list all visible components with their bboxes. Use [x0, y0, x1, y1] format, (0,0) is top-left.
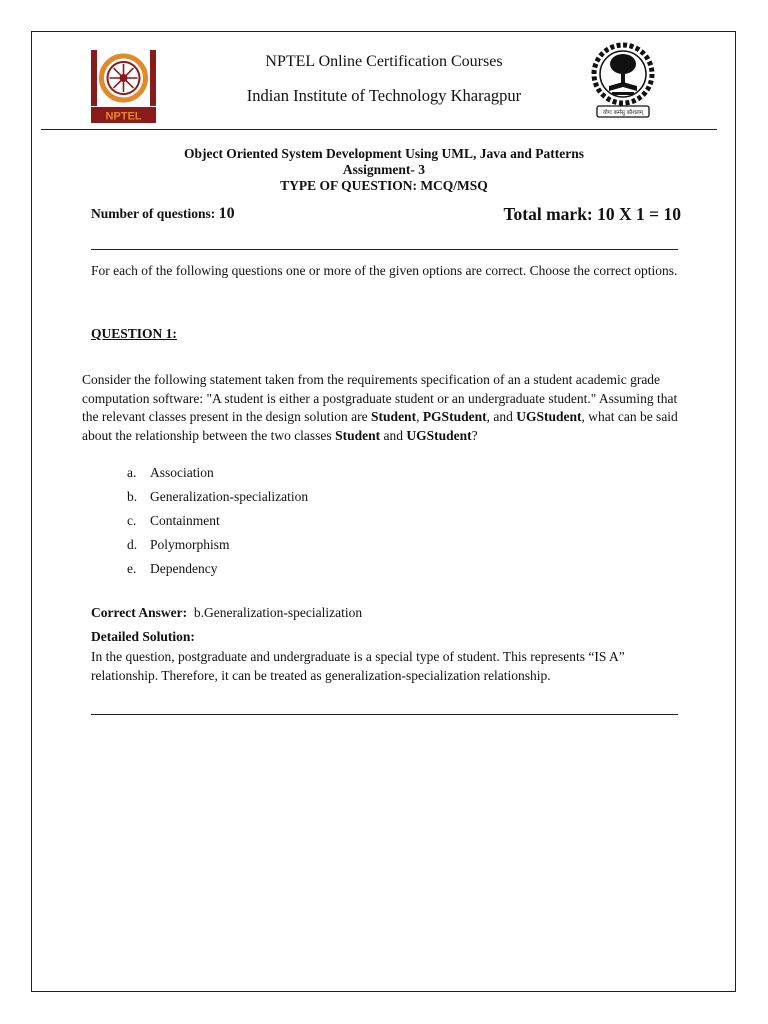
question-type: TYPE OF QUESTION: MCQ/MSQ	[280, 178, 488, 193]
course-title: Object Oriented System Development Using UML, Java and Patterns	[183, 146, 585, 161]
option-text: Generalization-specialization	[150, 489, 309, 504]
instructions: For each of the following questions one or more of the given options are correct. Choose the correct options.	[91, 263, 678, 278]
option-letter: d.	[127, 537, 138, 552]
option-item	[127, 512, 308, 536]
total-mark: Total mark: 10 X 1 = 10	[503, 204, 681, 224]
class-name: PGStudent	[422, 409, 487, 424]
number-of-questions-value: 10	[218, 205, 235, 222]
header-title: NPTEL Online Certification Courses	[265, 53, 503, 70]
option-item	[127, 464, 308, 488]
option-item	[127, 560, 308, 584]
question-text: Consider the following statement taken from the requirements specification of an a student academic grade computation software: "A student is either a postgraduate student or an undergraduate student." Assuming that the relevant classes present in the design solution are Student, PGStudent, and UGStudent, what can be said about the relationship between the two classes Student and UGStudent?	[82, 372, 678, 443]
solution-text: In the question, postgraduate and undergraduate is a special type of student. This represents “IS A” relationship. Therefore, it can be treated as generalization-specialization relationship.	[91, 649, 625, 683]
option-letter: a.	[127, 465, 137, 480]
class-name: Student	[335, 427, 381, 443]
option-letter: e.	[127, 561, 137, 576]
class-name: UGStudent	[406, 427, 472, 443]
option-text: Containment	[150, 513, 220, 528]
nptel-logo-text: NPTEL	[105, 110, 142, 123]
iit-motto-text: योगः कर्मसु कौशलम्	[603, 110, 643, 116]
correct-answer-value: b.Generalization-specialization	[193, 605, 363, 620]
option-item	[127, 536, 308, 560]
option-list	[127, 464, 308, 584]
number-of-questions-label: Number of questions	[91, 206, 211, 221]
solution-heading: Detailed Solution:	[91, 629, 195, 644]
question-end-divider	[91, 714, 678, 715]
option-text: Association	[150, 465, 214, 480]
header-divider	[41, 129, 717, 130]
option-item	[127, 488, 308, 512]
header-institute: Indian Institute of Technology Kharagpur	[246, 86, 522, 105]
question-heading: QUESTION 1:	[91, 326, 177, 341]
option-letter: c.	[127, 513, 137, 528]
section-divider	[91, 249, 678, 250]
option-text: Polymorphism	[150, 537, 230, 552]
assignment-title-block	[0, 146, 768, 194]
class-name: UGStudent	[516, 409, 582, 424]
number-of-questions: Number of questions: 10	[91, 205, 235, 222]
assignment-number: Assignment- 3	[342, 162, 426, 177]
class-name: Student	[371, 409, 417, 424]
option-text: Dependency	[150, 561, 218, 576]
correct-answer-label: Correct Answer:	[91, 605, 188, 620]
correct-answer	[91, 605, 362, 621]
option-letter: b.	[127, 489, 138, 504]
